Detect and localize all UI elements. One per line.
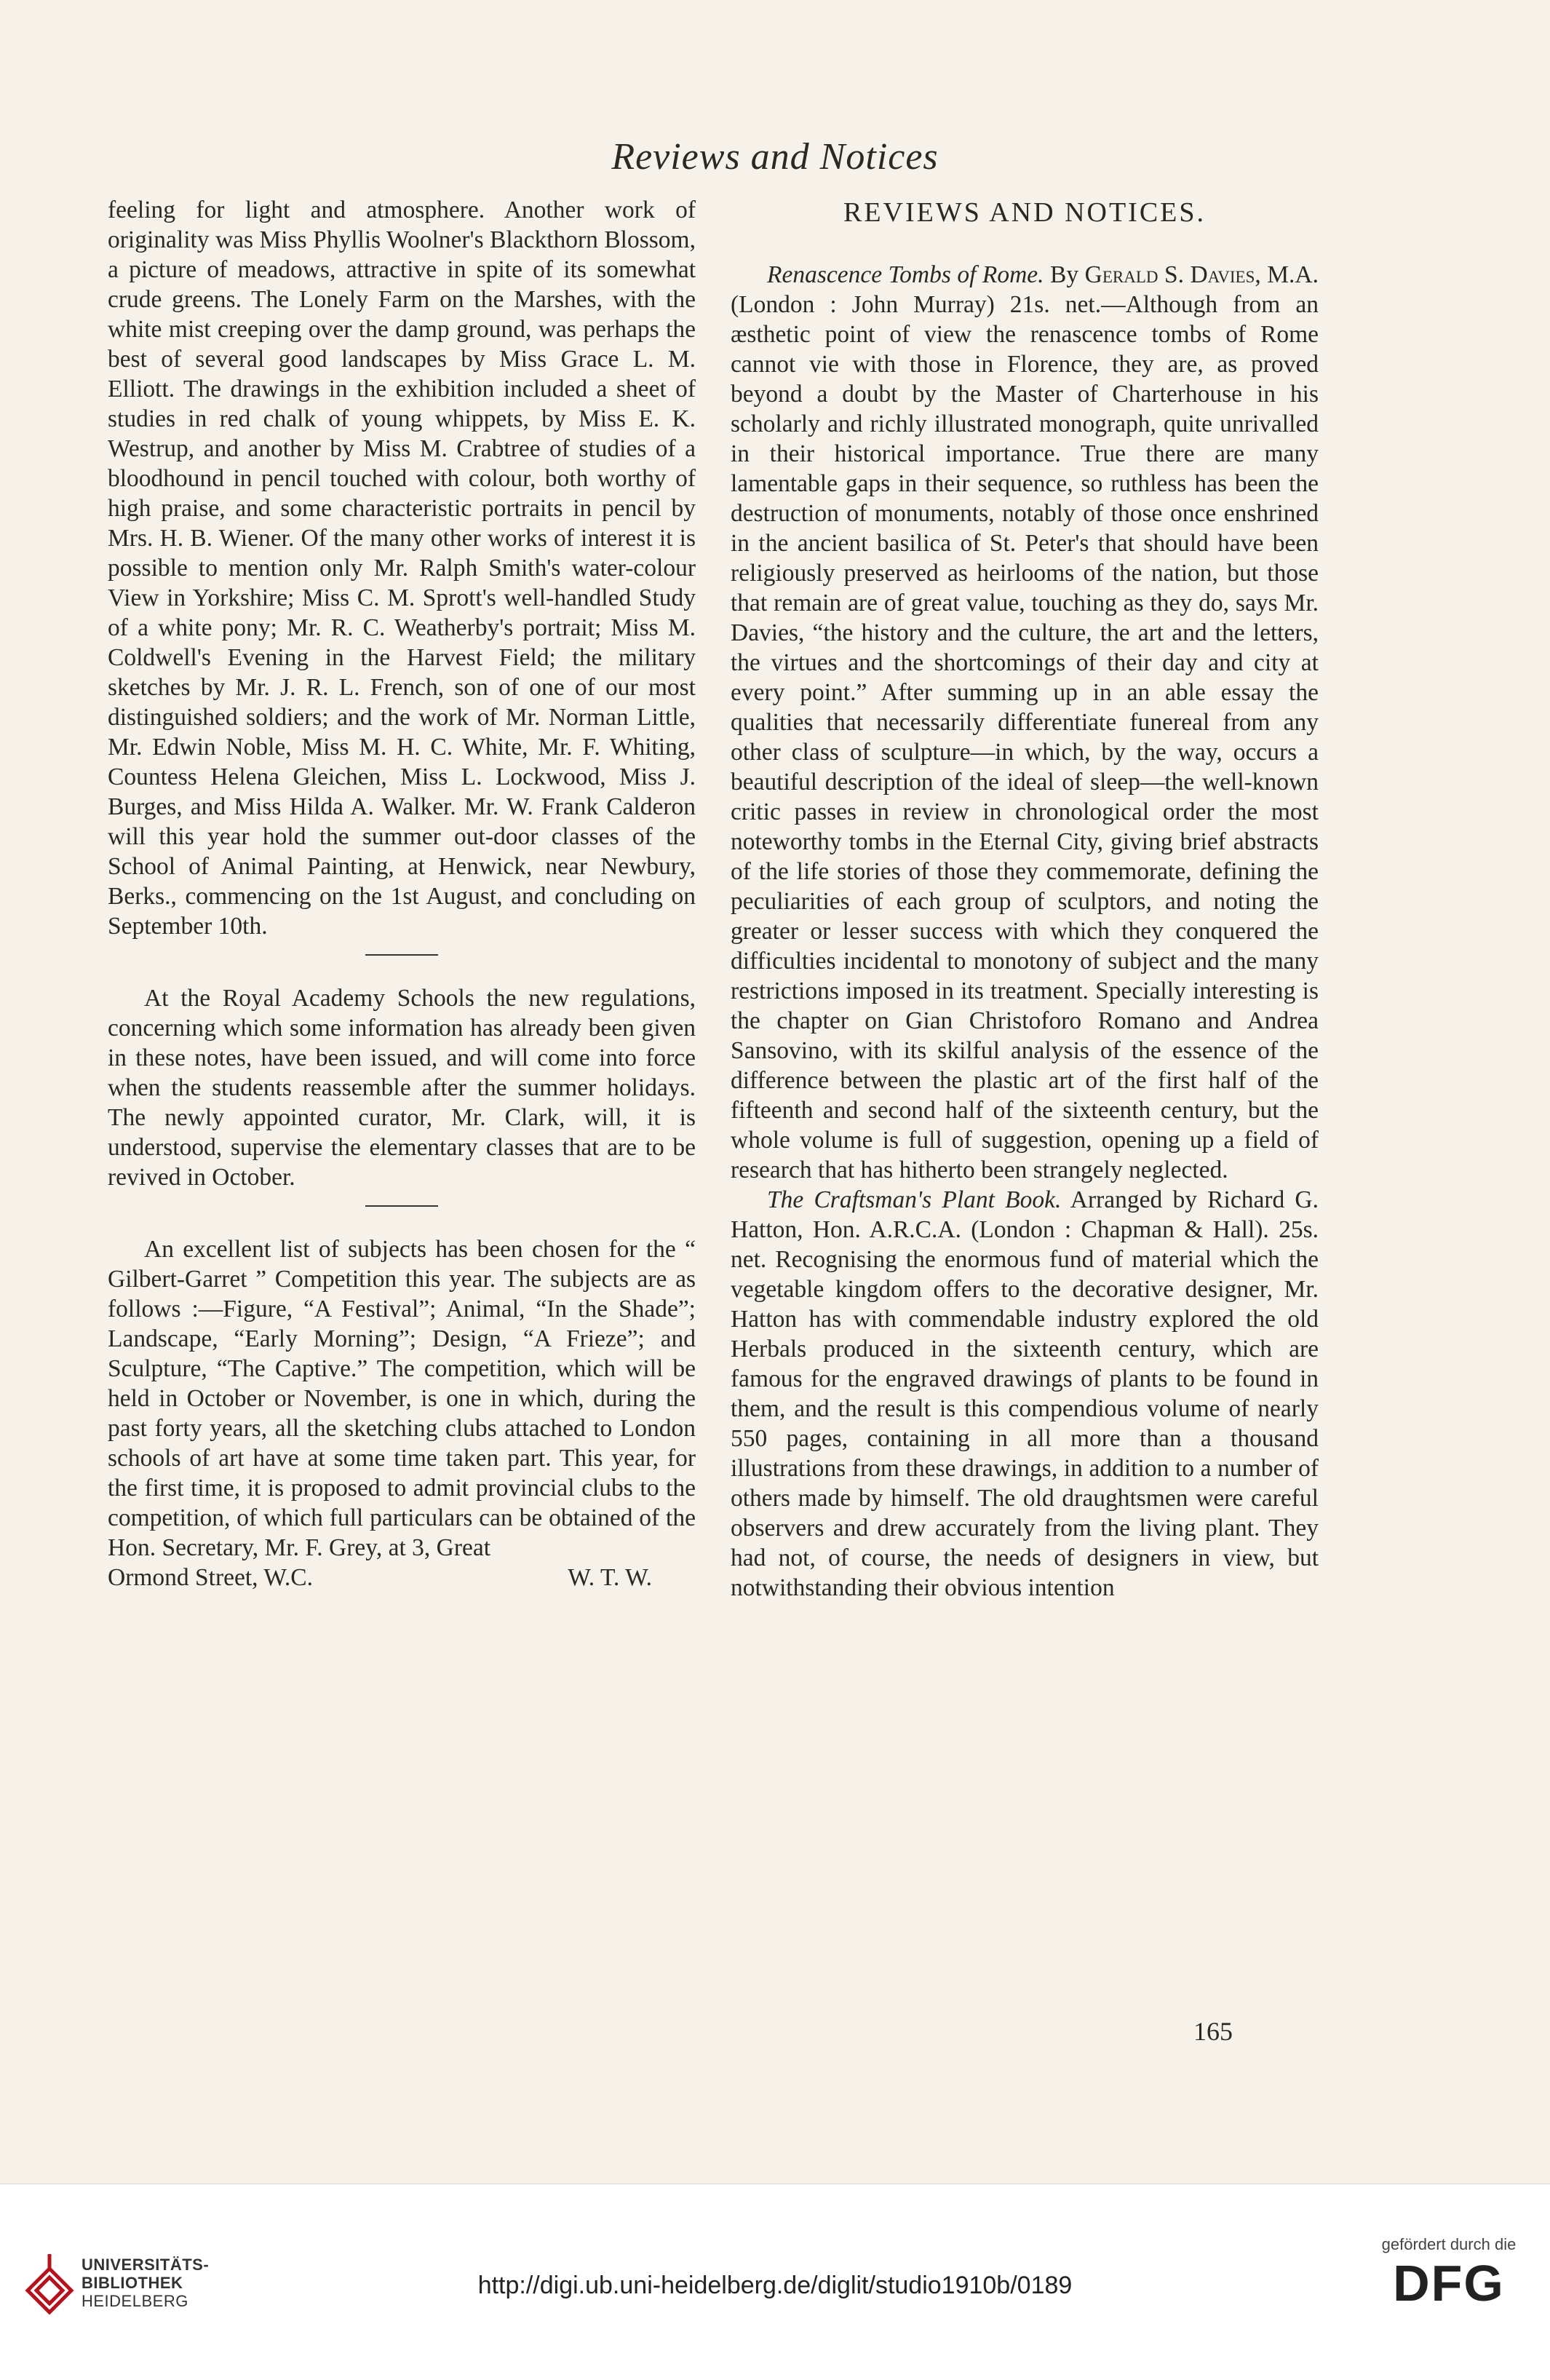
right-column xyxy=(731,195,1319,1603)
review-body: (London : John Murray) 21s. net.—Although from an æsthetic point of view the renascence tombs of Rome cannot vie with those in Florence, they are, as proved beyond a doubt by the Master of Charterhouse in his scholarly and richly illustrated monograph, quite unrivalled in their historical importance. True there are many lamentable gaps in their sequence, so ruthless has been the destruction of monuments, notably of those once enshrined in the ancient basilica of St. Peter's that should have been religiously preserved as heirlooms of the nation, but those that remain are of great value, touching as they do, says Mr. Davies, “the history and the culture, the art and the letters, the virtues and the shortcomings of their day and city at every point.” After summing up in an able essay the qualities that necessarily differentiate funereal from any other class of sculpture—in which, by the way, occurs a beautiful description of the ideal of sleep—the well-known critic passes in review in chronological order the most noteworthy tombs in the Eternal City, giving brief abstracts of the life stories of those they commemorate, defining the peculiarities of each group of sculptors, and noting the greater or lesser success with which they conquered the difficulties incidental to monotony of subject and the many restrictions imposed in its treatment. Specially interesting is the chapter on Gian Christoforo Romano and Andrea Sansovino, with its skilful analysis of the essence of the difference between the plastic art of the first half of the fifteenth and second half of the sixteenth century, but the whole volume is full of suggestion, opening up a field of research that has hitherto been strangely neglected. xyxy=(731,291,1319,1183)
paragraph-royal-academy: At the Royal Academy Schools the new regulations, concerning which some information has already been given in these notes, have been issued, and will come into force when the students reassemble after the summer holidays. The newly appointed curator, Mr. Clark, will, it is understood, supervise the elementary classes that are to be revived in October. xyxy=(108,985,696,1191)
left-column xyxy=(108,195,696,1592)
funded-by-label: gefördert durch die xyxy=(1381,2235,1517,2253)
byline-word: By xyxy=(1050,261,1079,288)
digitization-footer xyxy=(0,2183,1550,2380)
source-url-link[interactable]: http://digi.ub.uni-heidelberg.de/diglit/studio1910b/0189 xyxy=(477,2272,1073,2299)
library-name: UNIVERSITÄTS- BIBLIOTHEK HEIDELBERG xyxy=(82,2256,210,2310)
signoff-line xyxy=(108,1563,696,1592)
address-text: Ormond Street, W.C. xyxy=(108,1564,313,1591)
running-head: Reviews and Notices xyxy=(611,136,939,178)
book-author: Gerald S. Davies, M.A. xyxy=(1084,261,1319,288)
dfg-logo: DFG xyxy=(1393,2255,1505,2312)
author-signature: W. T. W. xyxy=(568,1564,652,1591)
funding-credit xyxy=(1380,2235,1518,2312)
review-body: Arranged by Richard G. Hatton, Hon. A.R.C.A. (London : Chapman & Hall). 25s. net. Recognising the enormous fund of material which the vegetable kingdom offers to the decorative designer, Mr. Hatton has with commendable industry explored the old Herbals produced in the sixteenth century, which are famous for the engraved drawings of plants to be found in them, and the result is this compendious volume of nearly 550 pages, containing in all more than a thousand illustrations from these drawings, in addition to a number of others made by himself. The old draughtsmen were careful observers and drew accurately from the living plant. They had not, of course, the needs of designers in view, but notwithstanding their obvious intention xyxy=(731,1186,1319,1601)
review-craftsmans-plant-book xyxy=(731,1185,1319,1603)
book-title: Renascence Tombs of Rome. xyxy=(767,261,1044,288)
review-renascence-tombs xyxy=(731,260,1319,1185)
page-number: 165 xyxy=(1193,2017,1233,2046)
paragraph-exhibition: feeling for light and atmosphere. Another work of originality was Miss Phyllis Woolner's Blackthorn Blossom, a picture of meadows, attractive in spite of its somewhat crude greens. The Lonely Farm on the Marshes, with the white mist creeping over the damp ground, was perhaps the best of several good landscapes by Miss Grace L. M. Elliott. The drawings in the exhibition included a sheet of studies in red chalk of young whippets, by Miss E. K. Westrup, and another by Miss M. Crabtree of studies of a bloodhound in pencil touched with colour, both worthy of high praise, and some characteristic portraits in pencil by Mrs. H. B. Wiener. Of the many other works of interest it is possible to mention only Mr. Ralph Smith's water-colour View in Yorkshire; Miss C. M. Sprott's well-handled Study of a white pony; Mr. R. C. Weatherby's portrait; Miss M. Coldwell's Evening in the Harvest Field; the military sketches by Mr. J. R. L. French, son of one of our most distinguished soldiers; and the work of Mr. Norman Little, Mr. Edwin Noble, Miss M. H. C. White, Mr. F. Whiting, Countess Helena Gleichen, Miss L. Lockwood, Miss J. Burges, and Miss Hilda A. Walker. Mr. W. Frank Calderon will this year hold the summer out-door classes of the School of Animal Painting, at Henwick, near Newbury, Berks., commencing on the 1st August, and concluding on September 10th. xyxy=(108,197,696,940)
section-rule xyxy=(365,954,438,956)
book-title: The Craftsman's Plant Book. xyxy=(767,1186,1062,1213)
paragraph-competition: An excellent list of subjects has been chosen for the “ Gilbert-Garret ” Competition this year. The subjects are as follows :—Figure, “A Festival”; Animal, “In the Shade”; Landscape, “Early Morning”; Design, “A Frieze”; and Sculpture, “The Captive.” The competition, which will be held in October or November, is one in which, during the past forty years, all the sketching clubs attached to London schools of art have at some time taken part. This year, for the first time, it is proposed to admit provincial clubs to the competition, of which full particulars can be obtained of the Hon. Secretary, Mr. F. Grey, at 3, Great xyxy=(108,1236,696,1561)
section-heading: REVIEWS AND NOTICES. xyxy=(843,197,1207,228)
section-rule xyxy=(365,1205,438,1207)
